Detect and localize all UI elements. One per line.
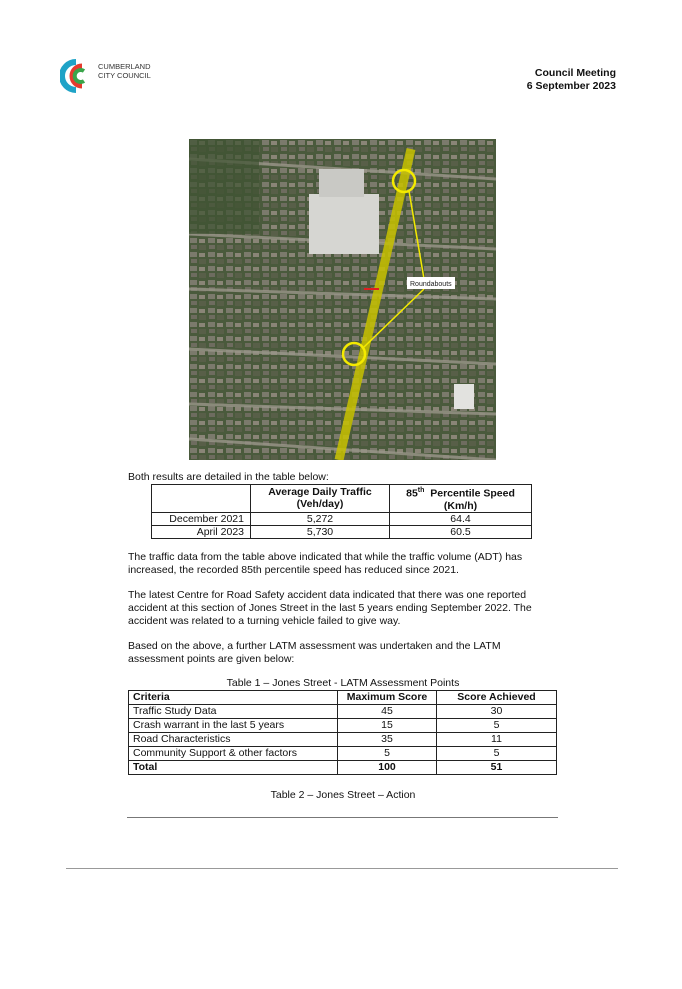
table-cell: Total xyxy=(129,761,338,775)
table-cell: 5,730 xyxy=(251,525,390,538)
table-cell: December 2021 xyxy=(152,512,251,525)
table-cell: 64.4 xyxy=(390,512,532,525)
table2-caption: Table 2 – Jones Street – Action xyxy=(270,789,416,801)
aerial-map xyxy=(189,139,496,460)
meeting-header xyxy=(527,67,616,93)
logo-text xyxy=(98,62,151,80)
traffic-table-header xyxy=(152,485,532,513)
table-row xyxy=(152,512,532,525)
table-cell: Community Support & other factors xyxy=(129,747,338,761)
table-cell: 100 xyxy=(338,761,437,775)
table-row xyxy=(129,733,557,747)
table-row xyxy=(129,747,557,761)
table-cell: 30 xyxy=(437,705,557,719)
meeting-title: Council Meeting xyxy=(534,67,616,79)
latm-header-max: Maximum Score xyxy=(338,691,437,705)
table-row xyxy=(152,525,532,538)
table-cell: April 2023 xyxy=(152,525,251,538)
table-cell: 11 xyxy=(437,733,557,747)
logo-line2: CITY COUNCIL xyxy=(98,71,151,80)
table-cell: 5 xyxy=(338,747,437,761)
intro-text: Both results are detailed in the table below: xyxy=(128,471,329,483)
table-cell: 35 xyxy=(338,733,437,747)
traffic-table xyxy=(151,484,532,539)
table-cell: 60.5 xyxy=(390,525,532,538)
latm-header-criteria: Criteria xyxy=(129,691,338,705)
table-cell: Traffic Study Data xyxy=(129,705,338,719)
table-row xyxy=(129,705,557,719)
table-cell: 5 xyxy=(437,747,557,761)
latm-header-achieved: Score Achieved xyxy=(437,691,557,705)
table-cell: Crash warrant in the last 5 years xyxy=(129,719,338,733)
divider xyxy=(127,817,558,818)
paragraph-latm-assessment: Based on the above, a further LATM assessment was undertaken and the LATM assessment points are given below: xyxy=(128,640,501,665)
latm-table xyxy=(128,690,557,775)
paragraph-traffic-data: The traffic data from the table above indicated that while the traffic volume (ADT) has increased, the recorded 85th percentile speed has reduced since 2021. xyxy=(128,551,523,576)
table-cell: 15 xyxy=(338,719,437,733)
roundabouts-label: Roundabouts xyxy=(410,281,452,288)
latm-table-header xyxy=(129,691,557,705)
paragraph-accident-data: The latest Centre for Road Safety accident data indicated that there was one reported accident at this section of Jones Street in the last 5 years ending September 2022. The accident was related to a turning vehicle failed to give way. xyxy=(128,589,532,627)
meeting-date: 6 September 2023 xyxy=(526,80,616,92)
footer-divider xyxy=(66,868,618,869)
table-cell: Road Characteristics xyxy=(129,733,338,747)
table-cell: 51 xyxy=(437,761,557,775)
table-cell: 5,272 xyxy=(251,512,390,525)
traffic-header-adt: Average Daily Traffic (Veh/day) xyxy=(251,485,390,513)
table1-caption: Table 1 – Jones Street - LATM Assessment Points xyxy=(226,677,460,689)
logo-line1: CUMBERLAND xyxy=(98,62,151,71)
table-row-total xyxy=(129,761,557,775)
traffic-header-blank xyxy=(152,485,251,513)
table-row xyxy=(129,719,557,733)
table-cell: 45 xyxy=(338,705,437,719)
traffic-header-speed: 85th Percentile Speed (Km/h) xyxy=(390,485,532,513)
table-cell: 5 xyxy=(437,719,557,733)
